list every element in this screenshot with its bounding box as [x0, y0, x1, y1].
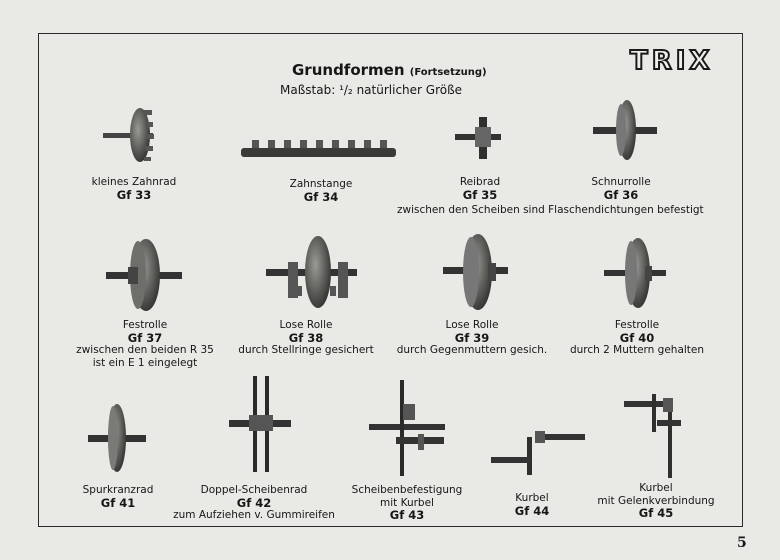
part-name: Lose Rolle — [279, 319, 333, 331]
flanged-wheel-illustration — [88, 404, 146, 472]
fixed-pulley-37-illustration — [106, 239, 182, 311]
part-label-gf37 — [76, 319, 214, 369]
part-desc: durch 2 Muttern gehalten — [569, 344, 705, 356]
part-desc: ist ein E 1 eingelegt — [92, 356, 198, 369]
part-desc: durch Stellringe gesichert — [238, 344, 374, 356]
part-label-gf33 — [92, 176, 177, 201]
loose-pulley-38-illustration — [266, 236, 357, 308]
part-name: Spurkranzrad — [82, 484, 154, 496]
part-label-gf45 — [597, 482, 714, 520]
rack-illustration — [241, 140, 396, 157]
page-number: 5 — [737, 535, 747, 551]
scale-prefix: Maßstab: — [280, 83, 336, 97]
part-desc: durch Gegenmuttern gesich. — [396, 344, 548, 356]
part-code: Gf 37 — [127, 330, 163, 345]
part-name: Festrolle — [122, 319, 168, 331]
part-desc: zwischen den beiden R 35 — [76, 344, 214, 356]
trix-logo: TRIX — [630, 46, 714, 76]
part-code: Gf 42 — [236, 495, 272, 510]
gear-small-illustration — [103, 108, 154, 162]
part-label-gf39 — [397, 319, 548, 357]
part-name: Zahnstange — [289, 178, 353, 190]
part-name: kleines Zahnrad — [91, 176, 177, 188]
part-name: Scheibenbefestigung — [351, 484, 463, 496]
scale-fraction: ¹/₂ — [339, 83, 353, 97]
part-code: Gf 39 — [454, 330, 490, 345]
part-label-gf44 — [515, 492, 549, 517]
part-desc: zum Aufziehen v. Gummireifen — [173, 509, 335, 521]
double-disc-wheel-illustration — [229, 376, 291, 472]
crank-joint-illustration — [624, 394, 681, 478]
part-label-gf38 — [238, 319, 373, 357]
part-code: Gf 35 — [462, 187, 498, 202]
part-label-gf43 — [352, 484, 463, 522]
part-code: Gf 33 — [116, 187, 152, 202]
part-name: Kurbel — [639, 482, 673, 494]
loose-pulley-39-illustration — [443, 234, 508, 310]
title-subtitle: (Fortsetzung) — [409, 67, 487, 78]
part-code: Gf 44 — [514, 503, 550, 518]
part-label-gf35 — [460, 176, 500, 201]
part-desc: mit Gelenkverbindung — [597, 494, 715, 507]
cord-pulley-illustration — [593, 100, 657, 160]
part-label-gf40 — [570, 319, 704, 357]
scale-suffix: natürlicher Größe — [356, 83, 463, 97]
part-name: Festrolle — [614, 319, 660, 331]
part-code: Gf 38 — [288, 330, 324, 345]
part-name: Doppel-Scheibenrad — [200, 484, 308, 496]
part-code: Gf 34 — [303, 189, 339, 204]
friction-wheel-illustration — [455, 117, 501, 159]
part-name: Kurbel — [515, 492, 549, 504]
part-code: Gf 41 — [100, 495, 136, 510]
part-label-gf36 — [591, 176, 650, 201]
fixed-pulley-40-illustration — [604, 238, 666, 308]
shared-note: zwischen den Scheiben sind Flaschendichtungen befestigt — [397, 204, 704, 216]
part-name: Lose Rolle — [445, 319, 499, 331]
part-code: Gf 36 — [603, 187, 639, 202]
part-code: Gf 40 — [619, 330, 655, 345]
part-label-gf34 — [290, 178, 353, 203]
part-name: Reibrad — [459, 176, 501, 188]
part-code: Gf 43 — [389, 508, 425, 522]
part-code: Gf 45 — [638, 506, 674, 520]
part-label-gf41 — [83, 484, 154, 509]
crank-illustration — [491, 431, 585, 475]
disc-mount-crank-illustration — [369, 380, 445, 476]
part-desc: mit Kurbel — [380, 496, 434, 509]
part-name: Schnurrolle — [591, 176, 651, 188]
part-label-gf42 — [173, 484, 335, 522]
title-main: Grundformen — [292, 61, 405, 79]
